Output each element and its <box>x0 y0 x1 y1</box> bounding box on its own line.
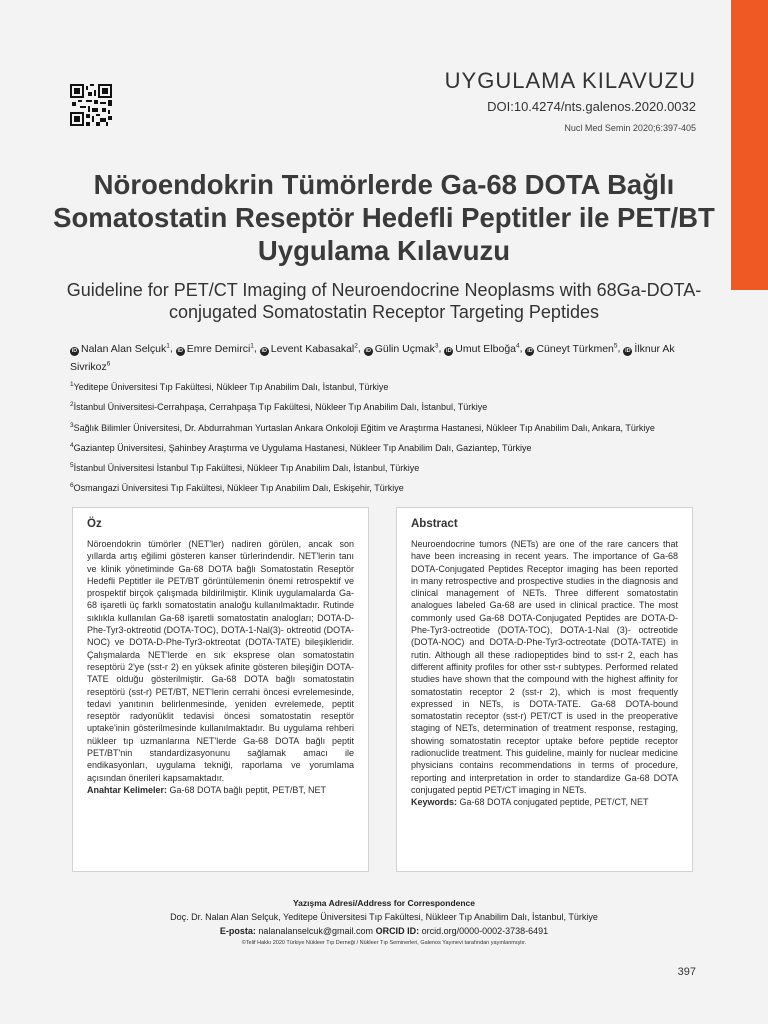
correspondence-contact <box>40 924 728 938</box>
author-name: Levent Kabasakal <box>270 342 355 355</box>
abstract-body: Neuroendocrine tumors (NETs) are one of the rare cancers that have been increasing in recent years. The importance of Ga-68 DOTA-Conjugated Peptides Receptor imaging has been reported in many retrospective and prospective studies in the diagnosis and clinical management of NETs. Three different somatostatin analogues labeled Ga-68 are used in clinical practice. The most commonly used Ga-68 DOTA-Conjugated Peptides are DOTA-D-Phe-Tyr3-octreotide (DOTA-TOC), DOTA-1-Nal (3)- octreotide (DOTA-NOC) and DOTA-D-Phe-Tyr3-octreotate (DOTA-TATE) in rutin. Although all these radiopeptides bind to sst-r 2, each has different affinity profiles for other sst-r subtypes. Performed related studies have shown that the compound with the highest affinity for somatostatin receptor 2 (sst-r 2), which is most frequently expressed in NETs, is DOTA-TATE. Ga-68 DOTA-bound somatostatin receptor (sst-r) PET/CT is used in the preoperative staging of NETs, determination of treatment response, restaging, showing somatostatin receptor uptake before peptide receptor radionuclide treatment. This guideline, mainly for nuclear medicine physicians contains recommendations in terms of procedure, reporting and interpretation in order to standardize Ga-68 DOTA conjugated peptid PET/CT imaging in NETs. <box>411 539 678 795</box>
abstract-box <box>396 507 693 872</box>
author-name: Emre Demirci <box>186 342 251 355</box>
affiliation-text: Osmangazi Üniversitesi Tıp Fakültesi, Nükleer Tıp Anabilim Dalı, Eskişehir, Türkiye <box>73 483 404 494</box>
correspondence-address: Doç. Dr. Nalan Alan Selçuk, Yeditepe Üniversitesi Tıp Fakültesi, Nükleer Tıp Anabilim Dalı, İstanbul, Türkiye <box>170 912 598 922</box>
author[interactable] <box>525 343 617 355</box>
orcid-icon[interactable]: iD <box>71 347 78 354</box>
doi[interactable]: DOI:10.4274/nts.galenos.2020.0032 <box>487 99 696 114</box>
author[interactable] <box>70 343 170 355</box>
affiliation <box>70 396 700 416</box>
orcid-icon[interactable]: iD <box>527 347 533 354</box>
author-affiliation-number: 1 <box>250 342 254 349</box>
email-link[interactable]: nalanalanselcuk@gmail.com <box>258 926 374 936</box>
abstract-heading: Abstract <box>411 518 458 530</box>
affiliation-number: 1 <box>70 381 74 388</box>
oz-keywords-text: Ga-68 DOTA bağlı peptit, PET/BT, NET <box>169 784 326 795</box>
article-title-english: Guideline for PET/CT Imaging of Neuroendocrine Neoplasms with 68Ga-DOTA-conjugated Somatostatin Receptor Targeting Peptides <box>66 280 702 322</box>
oz-body: Nöroendokrin tümörler (NET'ler) nadiren görülen, ancak son yıllarda artış eğilimi gösteren kanser türlerindendir. NET'lerin tanı ve klinik yönetiminde Ga-68 DOTA bağlı Somatostatin Reseptör Hedefli Peptitler ile PET/BT görüntülemenin önemi retrospektif ve prospektif birçok çalışmada bildirilmiştir. Klinik uygulamalarda Ga-68 işaretli üç farklı somatostatin analoğu kullanılmaktadır. Rutinde sıklıkla kullanılan Ga-68 işaretli somatostatin analogları; DOTA-D-Phe-Tyr3-oktreotid (DOTA-TOC), DOTA-1-Nal(3)- oktreotid (DOTA-NOC) ve DOTA-D-Phe-Tyr3-oktreotat (DOTA-TATE) bileşikleridir. Çalışmalarda NET'lerde en sık eksprese olan somatostatin reseptörü 2'ye (sst-r 2) en yüksek afinite gösteren bileşiğin DOTA-TATE olduğu gösterilmiştir. Ga-68 DOTA bağlı somatostatin reseptörü (sst-r) PET/BT, NET'lerin cerrahi öncesi evrelemesinde, tedavi yanıtının belirlenmesinde, yeniden evrelemede, peptit reseptör radyonüklit tedavisi öncesi somatostatin reseptör uptake'inin gösterilmesinde kullanılmaktadır. Bu uygulama rehberi nükleer tıp uzmanlarına NET'lerde Ga-68 DOTA bağlı peptit PET/BT'nin standardizasyonunu sağlamak amacı ile endikasyonları, uygulama tekniği, raporlama ve yorumlama açısından önerileri kapsamaktadır. <box>87 539 354 783</box>
abstract-keywords <box>411 796 678 808</box>
abstract-keywords-label: Keywords: <box>411 797 458 808</box>
affiliation <box>70 477 700 497</box>
affiliation-number: 6 <box>70 482 74 490</box>
affiliation <box>70 376 700 396</box>
affiliation <box>70 437 700 457</box>
article-title-turkish: Nöroendokrin Tümörlerde Ga-68 DOTA Bağlı Somatostatin Reseptör Hedefli Peptitler ile PET/BT Uygulama Kılavuzu <box>53 169 715 266</box>
orcid-icon[interactable]: iD <box>177 347 183 354</box>
affiliation-number: 4 <box>70 441 74 449</box>
affiliation-text: Yeditepe Üniversitesi Tıp Fakültesi, Nükleer Tıp Anabilim Dalı, İstanbul, Türkiye <box>73 382 389 392</box>
author-affiliation-number: 4 <box>516 342 520 349</box>
abstract-keywords-text: Ga-68 DOTA conjugated peptide, PET/CT, NET <box>459 797 649 808</box>
affiliation-list <box>70 376 700 498</box>
author-affiliation-number: 1 <box>166 342 170 349</box>
affiliation-text: İstanbul Üniversitesi-Cerrahpaşa, Cerrahpaşa Tıp Fakültesi, Nükleer Tıp Anabilim Dalı, İstanbul, Türkiye <box>73 402 488 413</box>
affiliation-text: Gaziantep Üniversitesi, Şahinbey Araştırma ve Uygulama Hastanesi, Nükleer Tıp Anabilim Dalı, Gaziantep, Türkiye <box>73 442 532 453</box>
author[interactable] <box>176 343 254 355</box>
correspondence <box>40 896 728 948</box>
orcid-icon[interactable]: iD <box>625 347 631 354</box>
orcid-label: ORCID ID: <box>375 926 420 936</box>
affiliation <box>70 457 700 477</box>
affiliation <box>70 417 700 437</box>
oz-box <box>72 507 369 872</box>
orcid-link[interactable]: orcid.org/0000-0002-3738-6491 <box>421 926 549 936</box>
affiliation-text: Sağlık Bilimler Üniversitesi, Dr. Abdurrahman Yurtaslan Ankara Onkoloji Eğitim ve Araştırma Hastanesi, Nükleer Tıp Anabilim Dalı, Ankara, Türkiye <box>73 422 655 433</box>
author-affiliation-number: 3 <box>434 342 439 349</box>
author-name: İlknur Ak Sivrikoz <box>70 342 675 373</box>
author-affiliation-number: 6 <box>106 360 111 368</box>
copyright: ©Telif Hakkı 2020 Türkiye Nükleer Tıp Derneği / Nükleer Tıp Seminerleri, Galenos Yayınevi tarafından yayınlanmıştır. <box>241 940 527 946</box>
author-list: iD Nalan Alan Selçuk$^1$, iD Emre Demirci$^1$, iD Levent Kabasakal$^2$, iD Gülin Uçmak$^3$, iD Umut Elboğa$^4$, iD Cüneyt Türkmen$^5$, iD İlknur Ak Sivrikoz$^6$ <box>70 342 675 373</box>
citation: Nucl Med Semin 2020;6:397-405 <box>564 123 696 133</box>
orcid-icon[interactable]: iD <box>365 347 371 354</box>
author[interactable] <box>260 343 358 355</box>
oz-keywords-label: Anahtar Kelimeler: <box>87 784 168 795</box>
oz-heading: Öz <box>87 518 102 530</box>
orcid-icon[interactable]: iD <box>446 347 452 354</box>
author-name: Umut Elboğa <box>455 342 516 355</box>
author[interactable] <box>444 343 519 355</box>
author[interactable] <box>364 343 439 355</box>
page-number: 397 <box>677 966 696 978</box>
affiliation-number: 2 <box>70 401 74 409</box>
author-affiliation-number: 2 <box>354 342 358 349</box>
author-name: Gülin Uçmak <box>374 342 435 355</box>
affiliation-number: 3 <box>70 421 74 429</box>
affiliation-number: 5 <box>70 462 74 470</box>
accent-bar <box>731 0 768 290</box>
author-name: Nalan Alan Selçuk <box>81 342 167 355</box>
email-label: E-posta: <box>219 926 256 936</box>
orcid-icon[interactable]: iD <box>261 347 268 354</box>
author-name: Cüneyt Türkmen <box>536 342 614 355</box>
author-affiliation-number: 5 <box>613 342 618 349</box>
section-title: UYGULAMA KILAVUZU <box>444 68 696 93</box>
oz-keywords <box>87 784 354 796</box>
affiliation-text: İstanbul Üniversitesi İstanbul Tıp Fakültesi, Nükleer Tıp Anabilim Dalı, İstanbul, Türkiye <box>73 463 420 474</box>
qr-code-icon <box>70 84 112 126</box>
correspondence-heading: Yazışma Adresi/Address for Correspondence <box>292 898 476 908</box>
